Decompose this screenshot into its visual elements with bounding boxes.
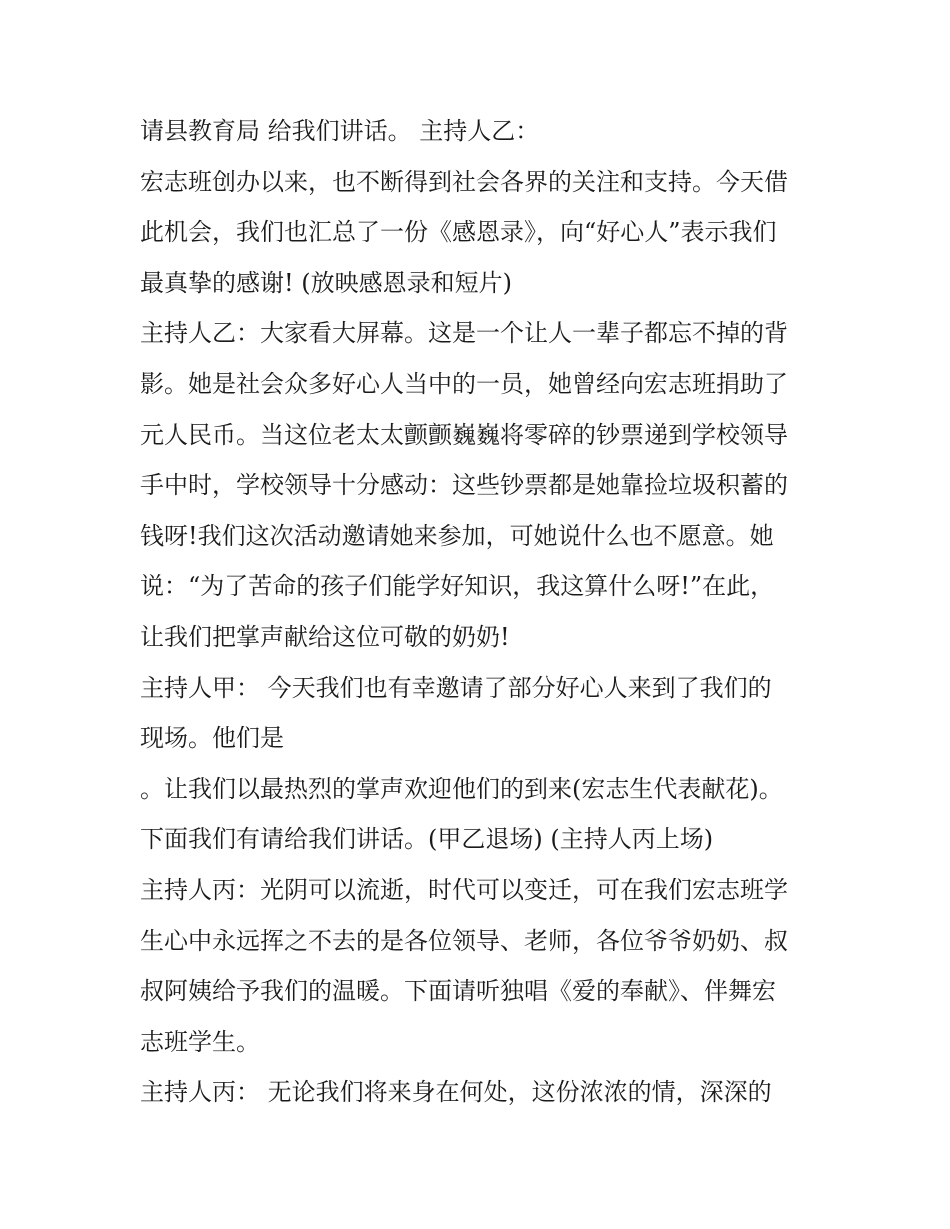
text-line: 影。她是社会众多好心人当中的一员，她曾经向宏志班捐助了 bbox=[140, 369, 788, 398]
text-line: 主持人丙：光阴可以流逝，时代可以变迁，可在我们宏志班学 bbox=[140, 875, 788, 904]
text-line: 让我们把掌声献给这位可敬的奶奶! bbox=[140, 622, 510, 651]
text-line: 手中时，学校领导十分感动：这些钞票都是她靠捡垃圾积蓄的 bbox=[140, 471, 788, 500]
document-body bbox=[140, 106, 820, 1118]
text-line: 下面我们有请给我们讲话。(甲乙退场) (主持人丙上场) bbox=[140, 825, 714, 854]
text-line: 主持人丙： 无论我们将来身在何处，这份浓浓的情，深深的 bbox=[140, 1078, 772, 1107]
text-line: 元人民币。当这位老太太颤颤巍巍将零碎的钞票递到学校领导 bbox=[140, 420, 788, 449]
text-line: 现场。他们是 bbox=[140, 724, 284, 753]
text-line: 主持人乙：大家看大屏幕。这是一个让人一辈子都忘不掉的背 bbox=[140, 319, 788, 348]
text-line: 钱呀!我们这次活动邀请她来参加，可她说什么也不愿意。她 bbox=[140, 521, 774, 550]
text-line: 说：“为了苦命的孩子们能学好知识，我这算什么呀!”在此， bbox=[140, 572, 775, 601]
text-line: 叔阿姨给予我们的温暖。下面请听独唱《爱的奉献》、伴舞宏 bbox=[140, 977, 776, 1006]
text-line: 。让我们以最热烈的掌声欢迎他们的到来(宏志生代表献花)。 bbox=[140, 774, 783, 803]
text-line: 宏志班创办以来，也不断得到社会各界的关注和支持。今天借 bbox=[140, 167, 788, 196]
text-line: 此机会，我们也汇总了一份《感恩录》，向“好心人”表示我们 bbox=[140, 218, 777, 247]
text-line: 请县教育局 给我们讲话。 主持人乙： bbox=[140, 117, 540, 145]
text-line: 最真挚的感谢! (放映感恩录和短片) bbox=[140, 268, 512, 297]
text-line: 生心中永远挥之不去的是各位领导、老师，各位爷爷奶奶、叔 bbox=[140, 926, 788, 955]
text-line: 志班学生。 bbox=[140, 1027, 260, 1056]
text-line: 主持人甲： 今天我们也有幸邀请了部分好心人来到了我们的 bbox=[140, 673, 772, 702]
